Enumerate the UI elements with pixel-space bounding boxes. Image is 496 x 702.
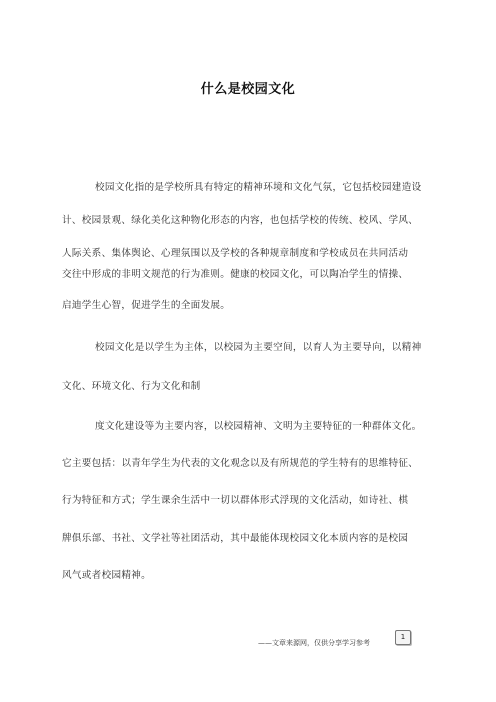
paragraph-line: 人际关系、集体舆论、心理氛围以及学校的各种规章制度和学校成员在共同活动 — [62, 248, 409, 259]
page-number-badge: 1 — [395, 630, 411, 645]
paragraph-line: 校园文化指的是学校所具有特定的精神环境和文化气氛，它包括校园建造设 — [95, 182, 422, 193]
document-title: 什么是校园文化 — [200, 82, 296, 97]
footer-source-text: ——文章来源网，仅供分享学习参考 — [258, 639, 370, 647]
paragraph-line: 行为特征和方式；学生课余生活中一切以群体形式浮现的文化活动，如诗社、棋 — [62, 495, 409, 506]
paragraph-line: 计、校园景观、绿化美化这种物化形态的内容，也包括学校的传统、校风、学风、 — [62, 215, 419, 226]
paragraph-line: 校园文化是以学生为主体，以校园为主要空间，以育人为主要导向，以精神 — [95, 342, 422, 353]
paragraph-line: 启迪学生心智，促进学生的全面发展。 — [62, 300, 231, 311]
paragraph-line: 度文化建设等为主要内容，以校园精神、文明为主要特征的一种群体文化。 — [95, 421, 422, 432]
paragraph-line: 它主要包括：以青年学生为代表的文化观念以及有所规范的学生特有的思维特征、 — [62, 458, 419, 469]
paragraph-line: 交往中形成的非明文规范的行为准则。健康的校园文化，可以陶冶学生的情操、 — [62, 269, 409, 280]
paragraph-line: 牌俱乐部、书社、文学社等社团活动，其中最能体现校园文化本质内容的是校园 — [62, 533, 409, 544]
paragraph-line: 风气或者校园精神。 — [62, 570, 152, 581]
paragraph-line: 文化、环境文化、行为文化和制 — [62, 381, 201, 392]
